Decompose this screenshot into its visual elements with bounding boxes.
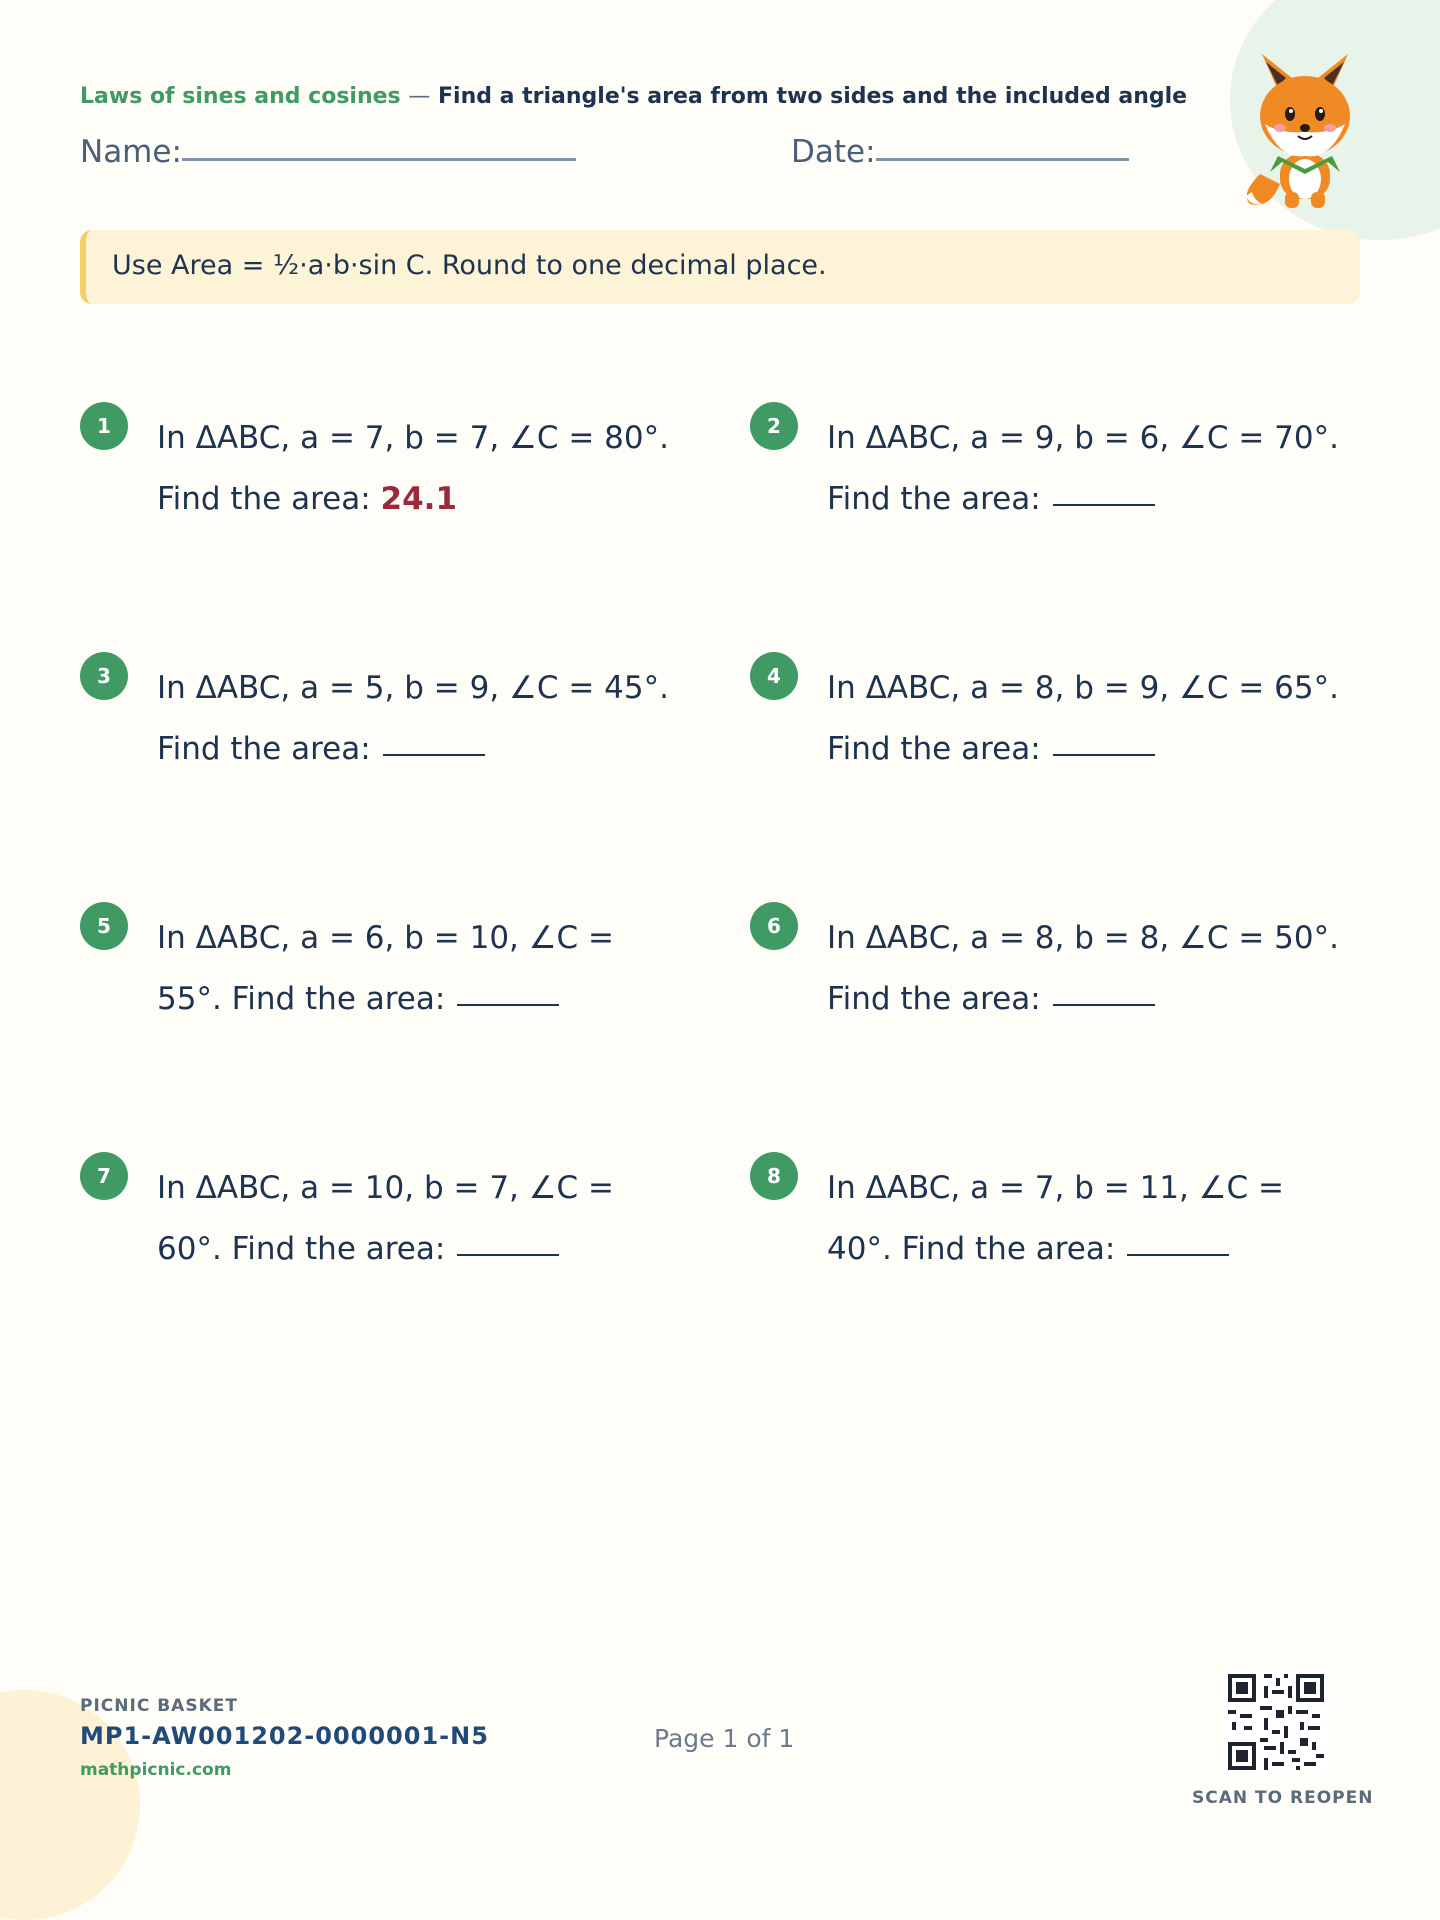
problem-question: In ΔABC, a = 7, b = 7, ∠C = 80°. Find the area: xyxy=(157,420,669,517)
qr-caption: SCAN TO REOPEN xyxy=(1192,1788,1374,1808)
answer-blank[interactable] xyxy=(457,1004,559,1006)
instructions-text: Use Area = ½·a·b·sin C. Round to one decimal place. xyxy=(112,250,827,281)
problem-text xyxy=(157,908,677,1030)
answer-blank[interactable] xyxy=(1053,754,1155,756)
problem-question: In ΔABC, a = 8, b = 9, ∠C = 65°. Find the area: xyxy=(827,670,1339,767)
problem-number-badge: 5 xyxy=(80,902,128,950)
problem-number-badge: 6 xyxy=(750,902,798,950)
footer-brand: PICNIC BASKET xyxy=(80,1696,238,1716)
worksheet-header xyxy=(80,84,1187,109)
answer-blank[interactable] xyxy=(1053,504,1155,506)
qr-code-icon[interactable] xyxy=(1224,1670,1328,1774)
title-separator: — xyxy=(408,84,431,109)
problem-number-badge: 2 xyxy=(750,402,798,450)
problem-question: In ΔABC, a = 10, b = 7, ∠C = 60°. Find the area: xyxy=(157,1170,615,1267)
answer-blank[interactable] xyxy=(1127,1254,1229,1256)
problem-number-badge: 1 xyxy=(80,402,128,450)
problem-7 xyxy=(80,1152,680,1292)
problem-2 xyxy=(750,402,1350,542)
problem-1 xyxy=(80,402,680,542)
problem-number-badge: 8 xyxy=(750,1152,798,1200)
date-field[interactable] xyxy=(876,158,1129,161)
problem-8 xyxy=(750,1152,1350,1292)
problem-question: In ΔABC, a = 8, b = 8, ∠C = 50°. Find the area: xyxy=(827,920,1339,1017)
name-label: Name: xyxy=(80,134,182,170)
page-indicator: Page 1 of 1 xyxy=(654,1724,795,1753)
instructions-banner xyxy=(80,230,1360,304)
problem-text xyxy=(827,908,1347,1030)
worksheet-subtitle: Find a triangle's area from two sides and the included angle xyxy=(438,84,1188,109)
problem-4 xyxy=(750,652,1350,792)
problem-answer: 24.1 xyxy=(380,481,458,517)
problem-question: In ΔABC, a = 6, b = 10, ∠C = 55°. Find the area: xyxy=(157,920,615,1017)
topic-title: Laws of sines and cosines xyxy=(80,84,401,109)
problem-text xyxy=(827,658,1347,780)
fox-mascot-icon xyxy=(1240,44,1370,214)
date-label: Date: xyxy=(791,134,876,170)
problem-text xyxy=(827,408,1347,530)
problem-question: In ΔABC, a = 7, b = 11, ∠C = 40°. Find the area: xyxy=(827,1170,1285,1267)
worksheet-code: MP1-AW001202-0000001-N5 xyxy=(80,1722,489,1750)
problem-text xyxy=(157,658,677,780)
problem-number-badge: 7 xyxy=(80,1152,128,1200)
problem-number-badge: 4 xyxy=(750,652,798,700)
problem-question: In ΔABC, a = 5, b = 9, ∠C = 45°. Find the area: xyxy=(157,670,669,767)
problem-question: In ΔABC, a = 9, b = 6, ∠C = 70°. Find the area: xyxy=(827,420,1339,517)
problem-text xyxy=(157,408,677,530)
problem-3 xyxy=(80,652,680,792)
problem-text xyxy=(827,1158,1347,1280)
answer-blank[interactable] xyxy=(1053,1004,1155,1006)
problem-number-badge: 3 xyxy=(80,652,128,700)
problem-5 xyxy=(80,902,680,1042)
name-field[interactable] xyxy=(182,158,576,161)
answer-blank[interactable] xyxy=(457,1254,559,1256)
answer-blank[interactable] xyxy=(383,754,485,756)
footer-url-link[interactable]: mathpicnic.com xyxy=(80,1760,232,1780)
problem-text xyxy=(157,1158,677,1280)
problem-6 xyxy=(750,902,1350,1042)
